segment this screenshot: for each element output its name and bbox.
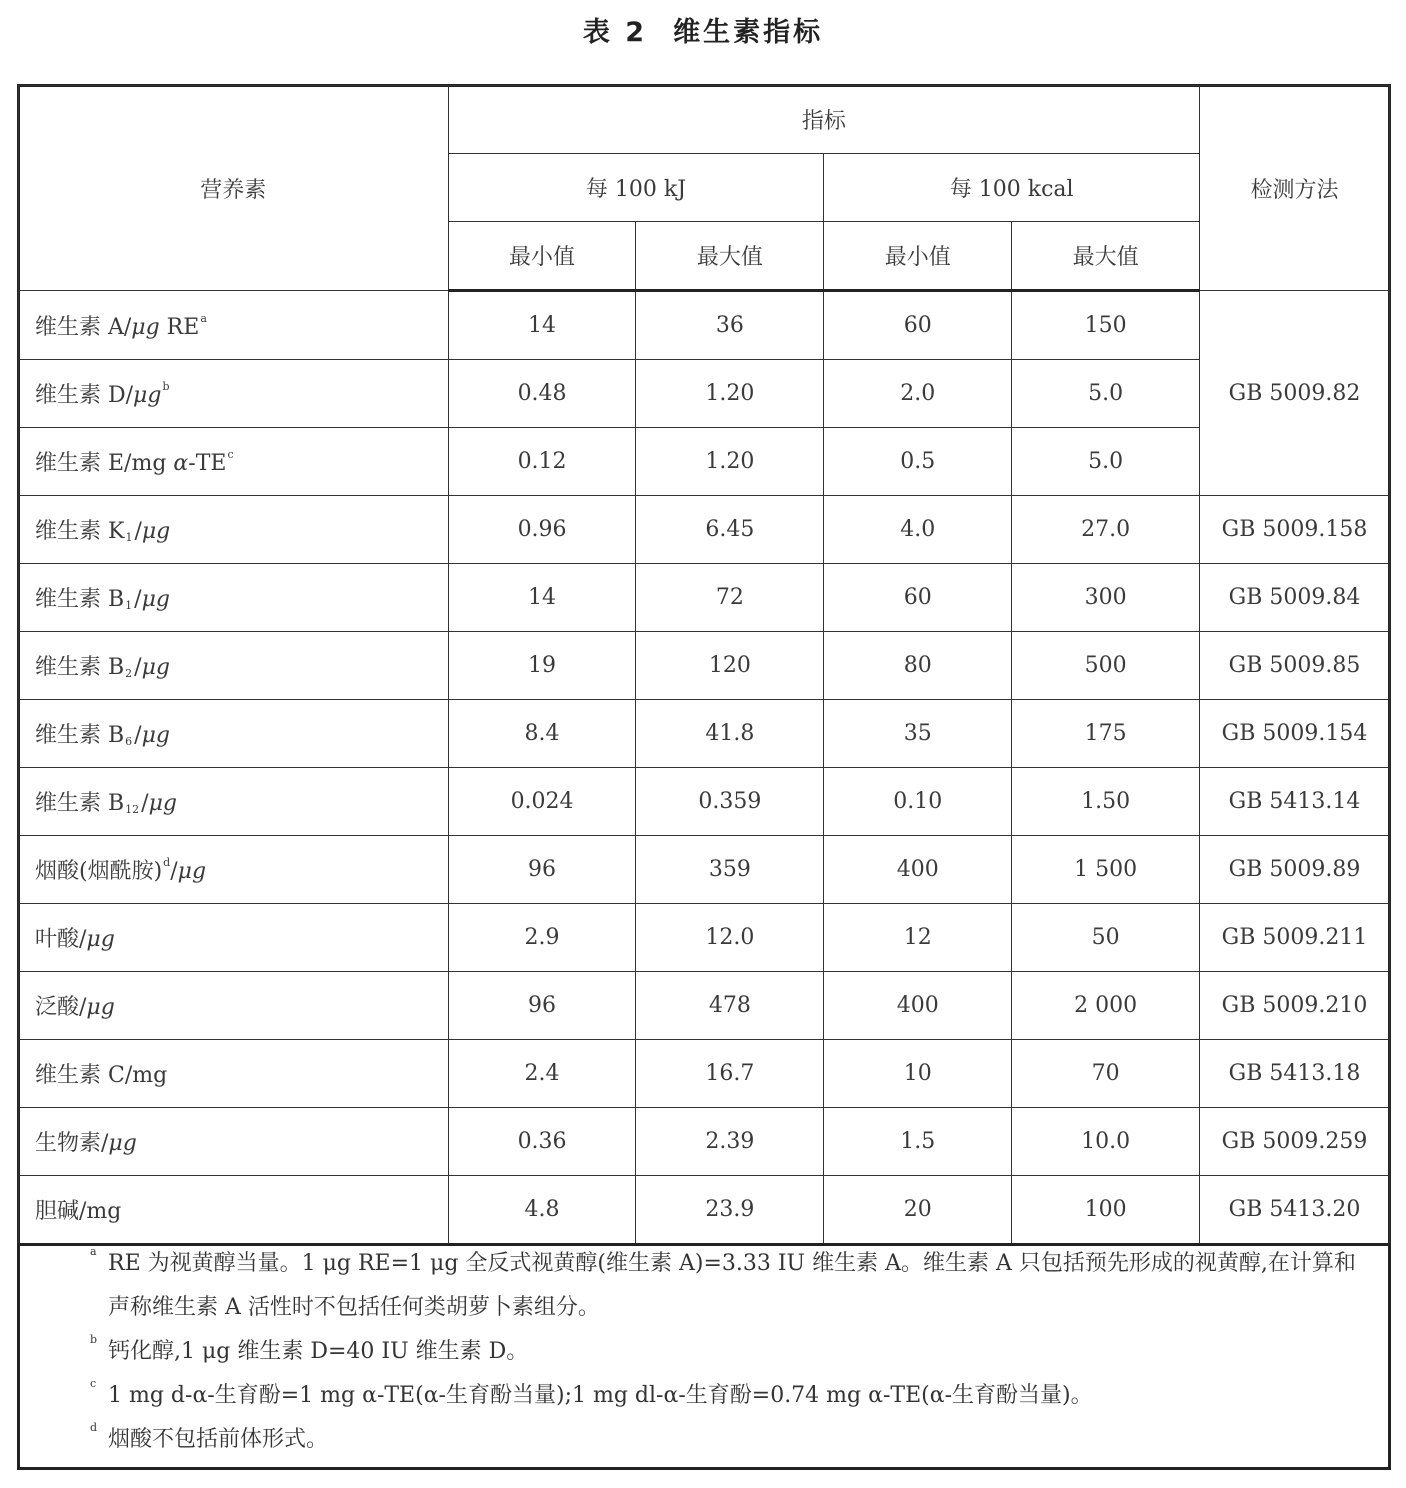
value-kcal-min: 60	[824, 291, 1012, 360]
header-kj-min: 最小值	[448, 222, 636, 291]
footnote-text: 钙化醇,1 μg 维生素 D=40 IU 维生素 D。	[108, 1339, 529, 1364]
nutrient-footnote-mark: c	[227, 448, 234, 461]
nutrient-prefix: 维生素 C/mg	[35, 1063, 168, 1088]
nutrient-subscript: 12	[125, 803, 140, 816]
value-kcal-max: 500	[1012, 632, 1200, 700]
value-kcal-min: 20	[824, 1176, 1012, 1245]
header-per-100-kcal: 每 100 kcal	[824, 154, 1200, 222]
footnote-text: 1 mg d-α-生育酚=1 mg α-TE(α-生育酚当量);1 mg dl-α-生育酚=0.74 mg α-TE(α-生育酚当量)。	[108, 1383, 1093, 1408]
value-kj-min: 2.4	[448, 1040, 636, 1108]
value-kcal-max: 2 000	[1012, 972, 1200, 1040]
value-kcal-max: 300	[1012, 564, 1200, 632]
nutrient-prefix: 泛酸/	[35, 995, 87, 1020]
value-kj-min: 14	[448, 291, 636, 360]
value-kj-max: 72	[636, 564, 824, 632]
value-kj-min: 19	[448, 632, 636, 700]
nutrient-slash: /	[134, 587, 142, 612]
nutrient-unit: μg	[108, 1131, 137, 1156]
value-kj-min: 2.9	[448, 904, 636, 972]
footnote-mark: a	[90, 1245, 97, 1258]
nutrient-subscript: 1	[125, 599, 133, 612]
value-kj-max: 12.0	[636, 904, 824, 972]
value-kj-min: 96	[448, 972, 636, 1040]
footnote-text: 烟酸不包括前体形式。	[108, 1427, 329, 1452]
table-row	[19, 291, 1390, 360]
method-cell: GB 5009.84	[1200, 564, 1390, 632]
footnote	[20, 1228, 1388, 1330]
header-per-100-kj: 每 100 kJ	[448, 154, 824, 222]
nutrient-name	[19, 496, 449, 564]
nutrient-unit: μg	[177, 859, 207, 884]
table-row	[19, 972, 1390, 1040]
nutrient-name	[19, 564, 449, 632]
nutrient-footnote-mark: a	[200, 311, 207, 325]
value-kcal-min: 80	[824, 632, 1012, 700]
table-frame	[17, 84, 1391, 1470]
value-kcal-min: 0.5	[824, 428, 1012, 496]
table-row	[19, 496, 1390, 564]
nutrient-tail: -TE	[188, 451, 227, 476]
table-row	[19, 428, 1390, 496]
nutrient-prefix: 维生素 K	[35, 519, 125, 544]
value-kj-max: 0.359	[636, 768, 824, 836]
nutrient-slash: /	[170, 859, 178, 884]
nutrient-prefix: 维生素 A/	[35, 314, 132, 340]
method-cell: GB 5009.89	[1200, 836, 1390, 904]
value-kcal-min: 10	[824, 1040, 1012, 1108]
value-kj-min: 0.024	[448, 768, 636, 836]
header-kcal-max: 最大值	[1012, 222, 1200, 291]
value-kcal-max: 5.0	[1012, 360, 1200, 428]
nutrient-slash: /	[134, 723, 142, 748]
nutrient-name	[19, 768, 449, 836]
nutrient-unit: μg	[131, 314, 160, 340]
header-nutrient: 营养素	[19, 86, 449, 291]
header-kj-max: 最大值	[636, 222, 824, 291]
nutrient-name	[19, 428, 449, 496]
method-cell: GB 5009.210	[1200, 972, 1390, 1040]
value-kcal-max: 27.0	[1012, 496, 1200, 564]
value-kj-max: 1.20	[636, 428, 824, 496]
value-kcal-min: 35	[824, 700, 1012, 768]
value-kj-min: 0.12	[448, 428, 636, 496]
value-kj-max: 120	[636, 632, 824, 700]
nutrient-subscript: 1	[125, 531, 133, 544]
value-kj-min: 96	[448, 836, 636, 904]
nutrient-prefix: 维生素 D/	[35, 383, 134, 408]
nutrient-unit: μg	[86, 995, 115, 1020]
nutrient-prefix: 维生素 B	[35, 587, 125, 612]
value-kj-max: 6.45	[636, 496, 824, 564]
nutrient-prefix: 维生素 E/mg	[35, 451, 174, 476]
nutrient-slash: /	[134, 519, 142, 544]
method-cell: GB 5413.18	[1200, 1040, 1390, 1108]
value-kj-max: 359	[636, 836, 824, 904]
table-row	[19, 360, 1390, 428]
value-kcal-min: 400	[824, 836, 1012, 904]
nutrient-subscript: 6	[125, 735, 133, 748]
nutrient-prefix: 烟酸(烟酰胺)	[35, 859, 163, 884]
vitamin-table	[18, 85, 1390, 1246]
value-kcal-min: 1.5	[824, 1108, 1012, 1176]
method-cell: GB 5009.85	[1200, 632, 1390, 700]
footnote-text: RE 为视黄醇当量。1 μg RE=1 μg 全反式视黄醇(维生素 A)=3.33 IU 维生素 A。维生素 A 只包括预先形成的视黄醇,在计算和声称维生素 A 活性时不包括任何类胡萝卜素组分。	[108, 1251, 1356, 1320]
value-kcal-max: 70	[1012, 1040, 1200, 1108]
table-row	[19, 700, 1390, 768]
footnote	[20, 1374, 1388, 1418]
table-row	[19, 1040, 1390, 1108]
nutrient-name	[19, 1108, 449, 1176]
value-kj-max: 41.8	[636, 700, 824, 768]
value-kj-min: 4.8	[448, 1176, 636, 1245]
header-method: 检测方法	[1200, 86, 1390, 291]
value-kcal-min: 4.0	[824, 496, 1012, 564]
nutrient-name	[19, 904, 449, 972]
value-kcal-max: 1 500	[1012, 836, 1200, 904]
method-cell: GB 5009.259	[1200, 1108, 1390, 1176]
nutrient-prefix: 叶酸/	[35, 927, 87, 952]
value-kj-min: 8.4	[448, 700, 636, 768]
nutrient-name	[19, 972, 449, 1040]
value-kj-max: 1.20	[636, 360, 824, 428]
nutrient-prefix: 维生素 B	[35, 791, 125, 816]
footnote	[20, 1330, 1388, 1374]
method-cell: GB 5413.14	[1200, 768, 1390, 836]
footnote	[20, 1418, 1388, 1462]
method-cell: GB 5009.82	[1200, 291, 1390, 496]
value-kcal-max: 1.50	[1012, 768, 1200, 836]
nutrient-prefix: 胆碱/mg	[35, 1199, 122, 1224]
nutrient-unit: μg	[148, 791, 177, 816]
method-cell: GB 5009.158	[1200, 496, 1390, 564]
value-kcal-max: 5.0	[1012, 428, 1200, 496]
value-kj-max: 478	[636, 972, 824, 1040]
table-row	[19, 1108, 1390, 1176]
method-cell: GB 5009.211	[1200, 904, 1390, 972]
nutrient-unit: α	[173, 451, 189, 476]
value-kj-max: 2.39	[636, 1108, 824, 1176]
table-row	[19, 904, 1390, 972]
nutrient-unit: μg	[141, 723, 170, 748]
value-kj-max: 23.9	[636, 1176, 824, 1245]
nutrient-unit: μg	[141, 655, 170, 680]
table-row	[19, 768, 1390, 836]
nutrient-name	[19, 632, 449, 700]
value-kj-max: 36	[636, 291, 824, 360]
table-row	[19, 632, 1390, 700]
nutrient-slash: /	[134, 655, 142, 680]
value-kcal-max: 100	[1012, 1176, 1200, 1245]
method-cell: GB 5413.20	[1200, 1176, 1390, 1245]
nutrient-slash: /	[141, 791, 149, 816]
value-kcal-max: 175	[1012, 700, 1200, 768]
value-kj-min: 0.48	[448, 360, 636, 428]
method-cell: GB 5009.154	[1200, 700, 1390, 768]
value-kcal-min: 400	[824, 972, 1012, 1040]
nutrient-tail: RE	[159, 314, 200, 340]
nutrient-unit: μg	[141, 519, 171, 544]
nutrient-name	[19, 291, 449, 360]
nutrient-name	[19, 360, 449, 428]
table-title-text: 维生素指标	[673, 17, 824, 48]
header-indicator: 指标	[448, 86, 1199, 154]
table-row	[19, 836, 1390, 904]
nutrient-footnote-mark: b	[162, 380, 170, 393]
value-kj-max: 16.7	[636, 1040, 824, 1108]
nutrient-name	[19, 700, 449, 768]
table-row	[19, 564, 1390, 632]
nutrient-prefix: 维生素 B	[35, 723, 125, 748]
value-kcal-max: 10.0	[1012, 1108, 1200, 1176]
value-kcal-min: 2.0	[824, 360, 1012, 428]
header-kcal-min: 最小值	[824, 222, 1012, 291]
nutrient-unit: μg	[133, 383, 162, 408]
table-title	[0, 10, 1406, 49]
nutrient-footnote-mark: d	[163, 856, 171, 869]
value-kcal-max: 50	[1012, 904, 1200, 972]
value-kcal-min: 60	[824, 564, 1012, 632]
value-kcal-min: 12	[824, 904, 1012, 972]
value-kj-min: 14	[448, 564, 636, 632]
table-number: 表 2	[582, 17, 648, 48]
footnote-mark: b	[90, 1333, 98, 1346]
value-kj-min: 0.36	[448, 1108, 636, 1176]
nutrient-subscript: 2	[125, 667, 133, 680]
nutrient-name	[19, 836, 449, 904]
footnote-mark: c	[90, 1377, 97, 1390]
nutrient-unit: μg	[141, 587, 170, 612]
footnotes	[20, 1228, 1388, 1462]
value-kj-min: 0.96	[448, 496, 636, 564]
nutrient-name	[19, 1040, 449, 1108]
nutrient-unit: μg	[86, 927, 115, 952]
table-body	[19, 291, 1390, 1245]
nutrient-prefix: 生物素/	[35, 1131, 109, 1156]
value-kcal-min: 0.10	[824, 768, 1012, 836]
nutrient-prefix: 维生素 B	[35, 655, 125, 680]
footnote-mark: d	[90, 1421, 98, 1434]
value-kcal-max: 150	[1012, 291, 1200, 360]
